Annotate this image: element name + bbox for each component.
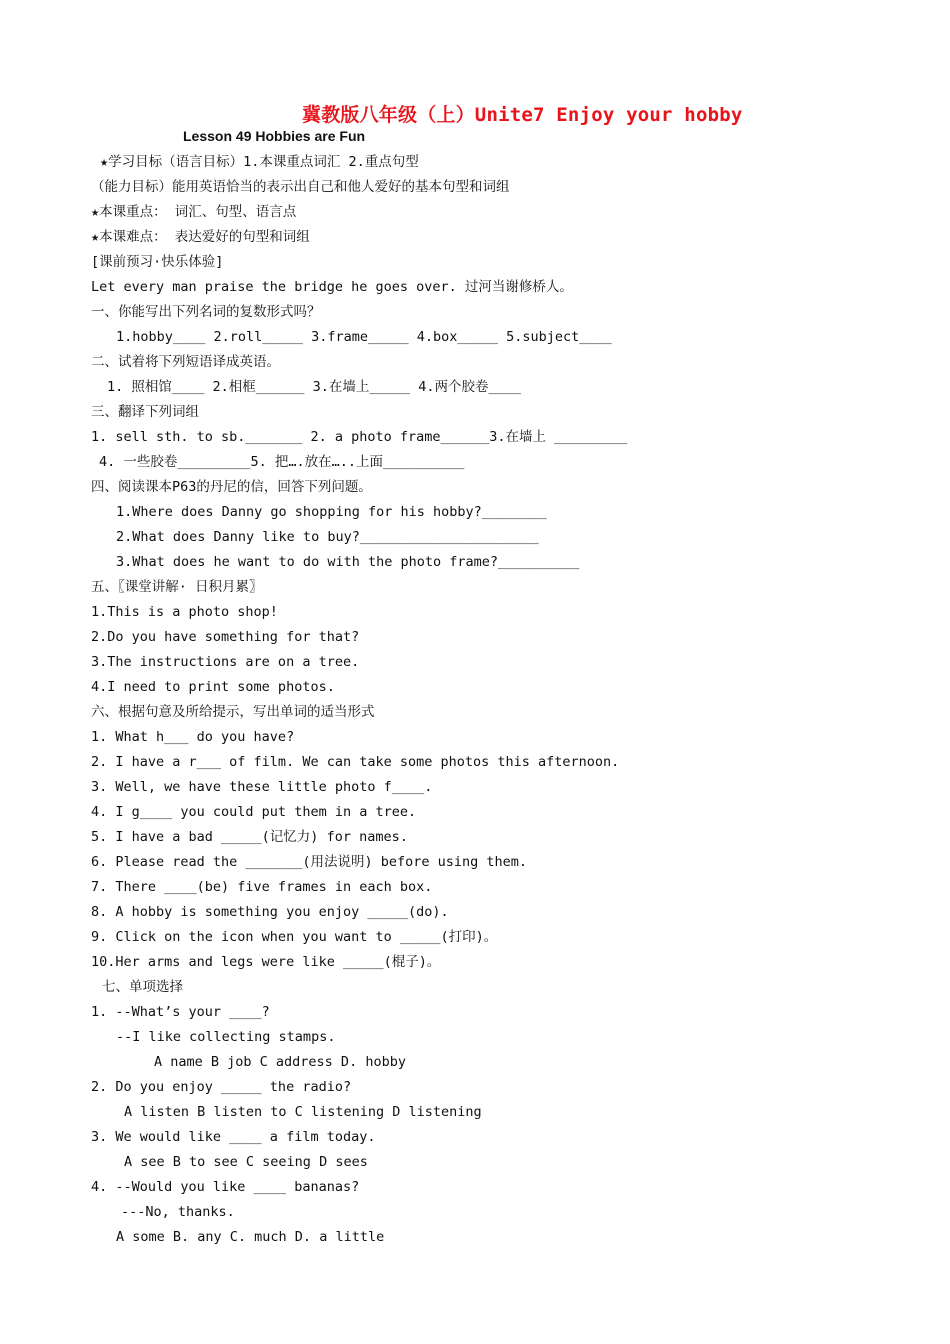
text-line: 5. I have a bad _____(记忆力) for names.: [91, 829, 408, 845]
text-line: 六、根据句意及所给提示，写出单词的适当形式: [91, 704, 375, 720]
text-line: 4.I need to print some photos.: [91, 679, 335, 695]
text-line: （能力目标）能用英语恰当的表示出自己和他人爱好的基本句型和词组: [91, 179, 510, 195]
text-line: Let every man praise the bridge he goes over. 过河当谢修桥人。: [91, 279, 573, 295]
text-line: ★学习目标（语言目标）1.本课重点词汇 2.重点句型: [100, 154, 419, 170]
text-line: ---No, thanks.: [121, 1204, 235, 1220]
text-line: 3.The instructions are on a tree.: [91, 654, 360, 670]
lesson-title: Lesson 49 Hobbies are Fun: [183, 128, 366, 144]
text-line: A listen B listen to C listening D listening: [124, 1104, 482, 1120]
text-line: 五、〖课堂讲解· 日积月累〗: [91, 579, 263, 595]
text-line: 1.Where does Danny go shopping for his hobby?________: [116, 504, 547, 520]
text-line: 8. A hobby is something you enjoy _____(do).: [91, 904, 449, 920]
text-line: [课前预习·快乐体验]: [91, 254, 224, 270]
text-line: 2.What does Danny like to buy?______________________: [116, 529, 539, 545]
text-line: 4. --Would you like ____ bananas?: [91, 1179, 360, 1195]
text-line: 1. sell sth. to sb._______ 2. a photo frame______3.在墙上 _________: [91, 429, 628, 445]
text-line: 1. What h___ do you have?: [91, 729, 295, 745]
text-line: 1.This is a photo shop!: [91, 604, 278, 620]
text-line: 二、试着将下列短语译成英语。: [91, 354, 280, 370]
text-line: 三、翻译下列词组: [91, 404, 199, 420]
text-line: 1. --What’s your ____?: [91, 1004, 270, 1020]
text-line: 2.Do you have something for that?: [91, 629, 360, 645]
text-line: A name B job C address D. hobby: [154, 1054, 406, 1070]
text-line: 9. Click on the icon when you want to _____(打印)。: [91, 929, 498, 945]
text-line: 七、单项选择: [102, 979, 183, 995]
text-line: 一、你能写出下列名词的复数形式吗？: [91, 304, 321, 320]
text-line: 6. Please read the _______(用法说明) before using them.: [91, 854, 528, 870]
text-line: 2. I have a r___ of film. We can take some photos this afternoon.: [91, 754, 620, 770]
text-line: ★本课难点： 表达爱好的句型和词组: [91, 229, 310, 245]
text-line: 四、阅读课本P63的丹尼的信，回答下列问题。: [91, 479, 372, 495]
text-line: 4. 一些胶卷_________5. 把….放在…..上面__________: [99, 454, 465, 470]
text-line: --I like collecting stamps.: [116, 1029, 336, 1045]
text-line: 3. We would like ____ a film today.: [91, 1129, 376, 1145]
text-line: 10.Her arms and legs were like _____(棍子)。: [91, 954, 441, 970]
text-line: 3. Well, we have these little photo f____.: [91, 779, 433, 795]
text-line: ★本课重点： 词汇、句型、语言点: [91, 204, 297, 220]
text-line: 1.hobby____ 2.roll_____ 3.frame_____ 4.box_____ 5.subject____: [116, 329, 612, 345]
text-line: 4. I g____ you could put them in a tree.: [91, 804, 417, 820]
text-line: A see B to see C seeing D sees: [124, 1154, 368, 1170]
text-line: A some B. any C. much D. a little: [116, 1229, 385, 1245]
text-line: 2. Do you enjoy _____ the radio?: [91, 1079, 352, 1095]
worksheet-title: 冀教版八年级（上）Unite7 Enjoy your hobby: [302, 104, 743, 126]
text-line: 3.What does he want to do with the photo frame?__________: [116, 554, 580, 570]
text-line: 1. 照相馆____ 2.相框______ 3.在墙上_____ 4.两个胶卷____: [107, 379, 521, 395]
text-line: 7. There ____(be) five frames in each box.: [91, 879, 433, 895]
